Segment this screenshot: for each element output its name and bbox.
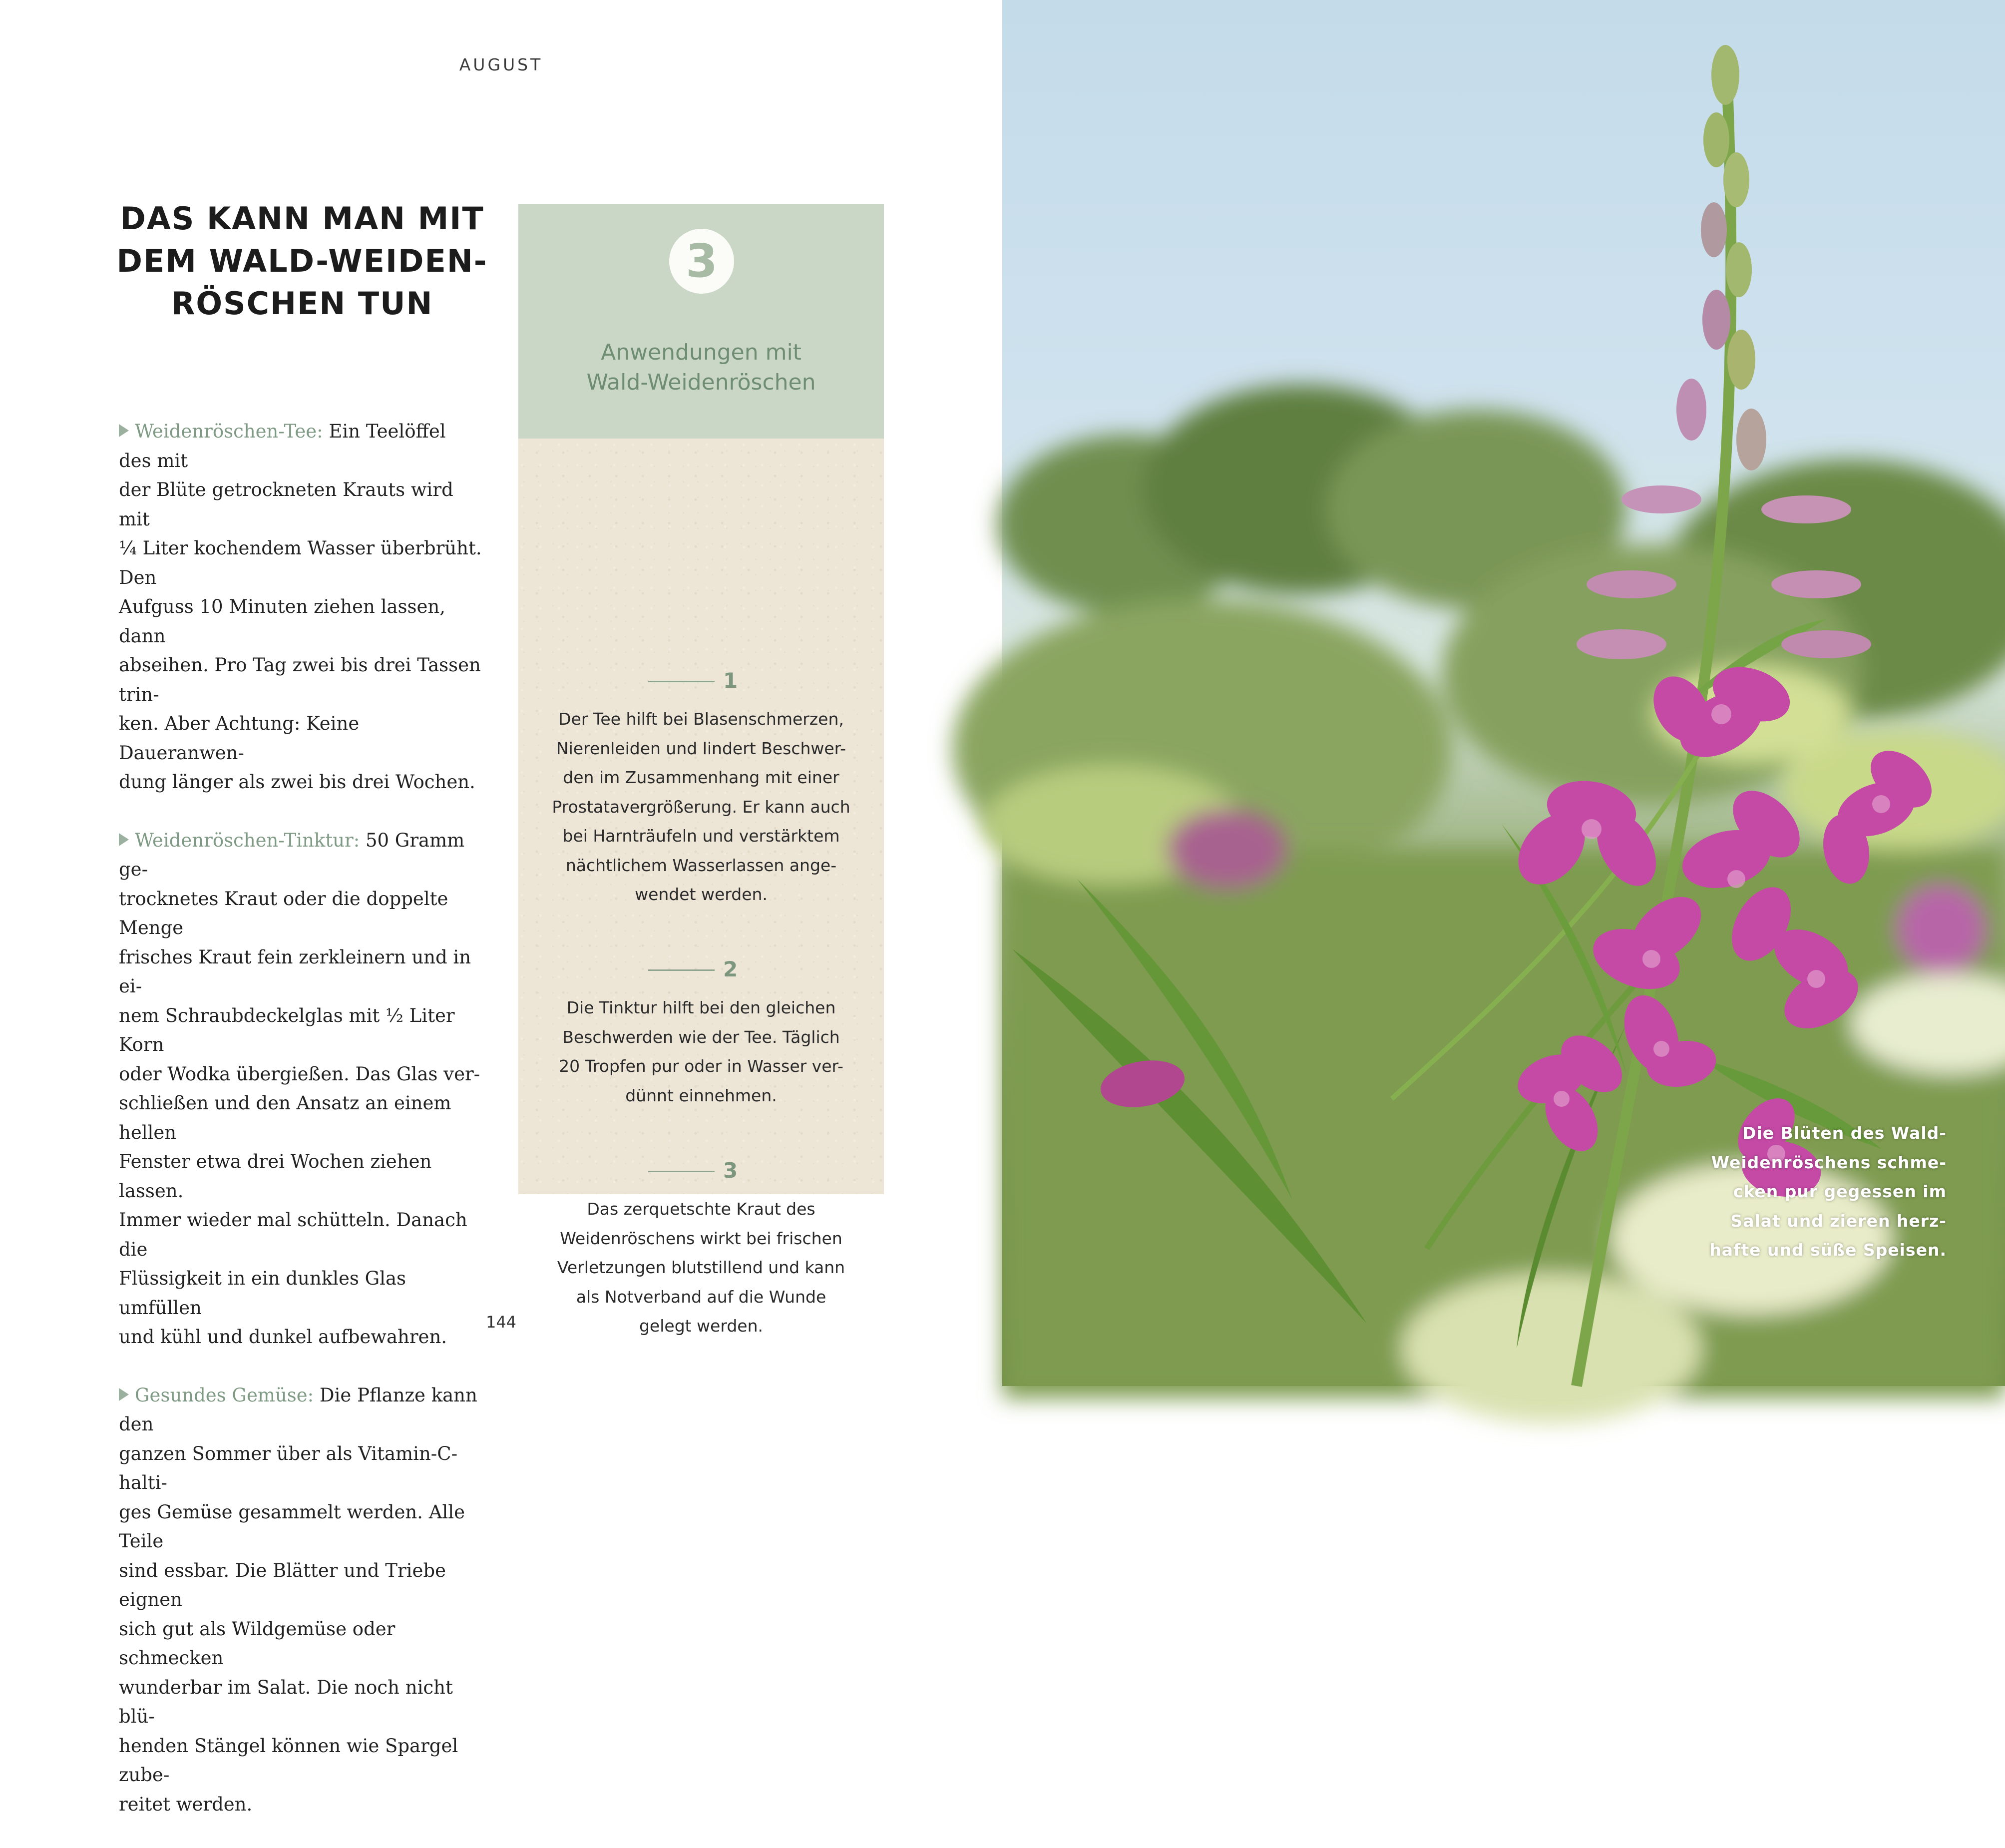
- info-number-badge: 3: [669, 229, 734, 294]
- divider-rule: [648, 1171, 715, 1172]
- info-item-text: Der Tee hilft bei Blasenschmerzen, Nierenleiden und lindert Beschwer- den im Zusammenhang mit einer Prostatavergrößerung. Er kann auch bei Harnträufeln und verstärktem nächtlichem Wasserlassen ange- wendet werden.: [552, 709, 850, 904]
- info-item-number: 2: [723, 957, 738, 981]
- info-item: [518, 954, 884, 1110]
- info-box-header: [518, 204, 884, 439]
- page-title: DAS KANN MAN MIT DEM WALD-WEIDEN-RÖSCHEN TUN: [116, 200, 488, 322]
- page-number: 144: [485, 1313, 517, 1332]
- paragraph-text: Die Pflanze kann den ganzen Sommer über als Vitamin-C-halti- ges Gemüse gesammelt werden. Alle Teile sind essbar. Die Blätter und Triebe eignen sich gut als Wildgemüse oder schmecken wunderbar im Salat. Die noch nicht blü- henden Stängel können wie Spargel zube- reitet werden.: [119, 1384, 477, 1815]
- divider-rule: [648, 681, 715, 682]
- info-box-title: Anwendungen mit Wald-Weidenröschen: [586, 340, 816, 395]
- divider-rule: [648, 969, 715, 971]
- info-item-number-row: [518, 1156, 884, 1186]
- info-box: [518, 204, 884, 1336]
- triangle-bullet-icon: [119, 833, 129, 846]
- triangle-bullet-icon: [119, 424, 129, 437]
- meadow-background: [982, 664, 2005, 1423]
- paragraph-text: Ein Teelöffel des mit der Blüte getrockneten Krauts wird mit ¼ Liter kochendem Wasser überbrüht. Den Aufguss 10 Minuten ziehen lassen, dann abseihen. Pro Tag zwei bis drei Tassen trin- ken. Aber Achtung: Keine Daueranwen- dung länger als zwei bis drei Wochen.: [119, 421, 482, 793]
- photo-caption: Die Blüten des Wald- Weidenröschens schme- cken pur gegessen im Salat und zieren herz- hafte und süße Speisen.: [1709, 1123, 1947, 1260]
- triangle-bullet-icon: [119, 1388, 129, 1401]
- info-item-text: Das zerquetschte Kraut des Weidenröschens wirkt bei frischen Verletzungen blutstillend und kann als Notverband auf die Wunde gelegt werden.: [557, 1199, 845, 1336]
- lead-in-tincture: Weidenröschen-Tinktur:: [135, 829, 360, 851]
- running-head: AUGUST: [459, 55, 543, 74]
- info-item-number-row: [518, 954, 884, 984]
- body-text: [119, 417, 483, 1848]
- info-item-text: Die Tinktur hilft bei den gleichen Beschwerden wie der Tee. Täglich 20 Tropfen pur oder in Wasser ver- dünnt einnehmen.: [559, 998, 843, 1105]
- info-item-number-row: [518, 666, 884, 696]
- info-box-body: [518, 439, 884, 1336]
- info-item-number: 1: [723, 668, 738, 693]
- paragraph-tincture: [119, 826, 483, 1352]
- left-page: [0, 0, 1002, 1815]
- lead-in-vegetable: Gesundes Gemüse:: [135, 1384, 314, 1406]
- paragraph-vegetable: [119, 1381, 483, 1820]
- fireweed-photo: [1002, 0, 2005, 1386]
- lead-in-tea: Weidenröschen-Tee:: [135, 421, 323, 442]
- info-item: [518, 666, 884, 910]
- paragraph-text: 50 Gramm ge- trocknetes Kraut oder die doppelte Menge frisches Kraut fein zerkleinern und in ei- nem Schraubdeckelglas mit ½ Liter Korn oder Wodka übergießen. Das Glas ver- schließen und den Ansatz an einem hellen Fenster etwa drei Wochen ziehen lassen. Immer wieder mal schütteln. Danach die Flüssigkeit in ein dunkles Glas umfüllen und kühl und dunkel aufbewahren.: [119, 829, 480, 1348]
- paragraph-tea: [119, 417, 483, 797]
- info-item-number: 3: [723, 1158, 738, 1183]
